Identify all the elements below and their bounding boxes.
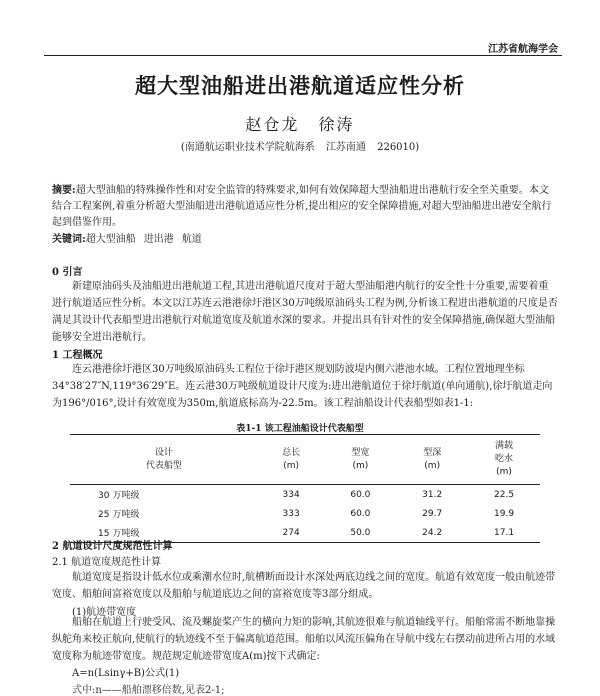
keyword-3: 航道 (181, 234, 202, 245)
cell-beam: 50.0 (350, 527, 371, 538)
cell-ship: 30 万吨级 (98, 491, 140, 501)
affiliation-city: 江苏南通 (325, 142, 366, 153)
affiliation-zip: 226010) (377, 142, 420, 153)
table-row (70, 504, 540, 523)
cell-beam: 60.0 (350, 489, 371, 500)
author-2-part1: 徐 (318, 115, 337, 134)
affiliation (0, 138, 600, 153)
header-beam: 型宽 (m) (351, 447, 370, 471)
authors (0, 112, 600, 135)
ship-type-table (70, 434, 540, 543)
section-1-text: 连云港港徐圩港区30万吨级原油码头工程位于徐圩港区规划防波堤内侧六港池水域。工程位置地理坐标34°38′27″N,119°36′29″E。连云港30万吨级航道设计尺度为:进出港航道位于徐圩航道(单向通航),徐圩航道走向为196°/016°,设计有效宽度为350m,航道底标高为-22.5m。该工程油船设计代表船型如表1-1: (52, 364, 553, 409)
cell-draft: 17.1 (494, 527, 515, 538)
author-2-part2: 涛 (336, 115, 355, 134)
section-2-heading: 2 航道设计尺度规范性计算 (52, 541, 173, 552)
keyword-1: 超大型油船 (85, 234, 136, 245)
header-rule (44, 55, 562, 56)
cell-draft: 19.9 (494, 508, 515, 519)
cell-length: 274 (282, 527, 300, 538)
section-2-1-text: 航道宽度是指设计低水位或乘潮水位时,航槽断面设计水深处两底边线之间的宽度。航道有效宽度一般由航迹带宽度、船舶间富裕宽度以及船舶与航道底边之间的富裕宽度等3部分组成。 (52, 572, 556, 600)
author-1: 赵仓龙 (245, 115, 300, 134)
header-length: 总长 (m) (282, 447, 301, 471)
section-0-heading: 0 引言 (52, 267, 83, 278)
cell-draft: 22.5 (494, 489, 515, 500)
cell-ship: 15 万吨级 (98, 529, 140, 539)
paper-title: 超大型油船进出港航道适应性分析 (135, 74, 465, 98)
cell-length: 334 (282, 489, 300, 500)
keywords (52, 232, 558, 248)
cell-length: 333 (282, 508, 300, 519)
section-2-1-a-text: 船舶在航道上行驶受风、流及螺旋桨产生的横向力矩的影响,其航迹很难与航道轴线平行。船舶常需不断地靠操纵舵角来校正航向,使航行的轨迹线不至于偏离航道范围。船舶以风流压偏角在导航中线左右摆动前进所占用的水域宽度称为航迹带宽度。规范规定航迹带宽度A(m)按下式确定: (52, 617, 556, 662)
header-depth: 型深 (m) (423, 447, 442, 471)
formula-note: 式中:n——船舶漂移倍数,见表2-1; (72, 685, 225, 696)
cell-depth: 24.2 (422, 527, 443, 538)
cell-depth: 31.2 (422, 489, 443, 500)
section-1-heading: 1 工程概况 (52, 350, 103, 361)
section-0-text: 新建原油码头及油船进出港航道工程,其进出港航道尺度对于超大型油船港内航行的安全性十分重要,需要着重进行航道适应性分析。本文以江苏连云港港徐圩港区30万吨级原油码头工程为例,分析该工程进出港航道的尺度是否满足其设计代表船型进出港航行对航道宽度及航道水深的要求。并提出具有针对性的安全保障措施,确保超大型油船能够安全进出港航行。 (52, 281, 558, 343)
cell-beam: 60.0 (350, 508, 371, 519)
keywords-label: 关键词: (52, 234, 86, 245)
formula-1: A=n(Lsinγ+B)公式(1) (72, 668, 180, 679)
abstract-text: 超大型油船的特殊操作性和对安全监管的特殊要求,如何有效保障超大型油船进出港航行安全至关重要。本文结合工程案例,着重分析超大型油船进出港航道适应性分析,提出相应的安全保障措施,对超大型油船进出港安全航行起到借鉴作用。 (52, 185, 552, 228)
section-2-1-a-heading: (1)航迹带宽度 (72, 607, 137, 618)
section-2-1-heading: 2.1 航道宽度规范性计算 (52, 557, 162, 568)
keyword-2: 进出港 (143, 234, 174, 245)
abstract (52, 183, 558, 231)
table-row (70, 485, 540, 505)
journal-name: 江苏省航海学会 (488, 44, 558, 55)
header-draft: 满载 吃水 (m) (495, 441, 514, 477)
cell-depth: 29.7 (422, 508, 443, 519)
cell-ship: 25 万吨级 (98, 510, 140, 520)
table-header-row (70, 435, 540, 485)
header-ship-type: 设计 代表船型 (145, 447, 182, 471)
abstract-label: 摘要: (52, 185, 76, 196)
table-caption: 表1-1 该工程油船设计代表船型 (236, 424, 364, 434)
affiliation-org: (南通航运职业技术学院航海系 (180, 142, 315, 153)
